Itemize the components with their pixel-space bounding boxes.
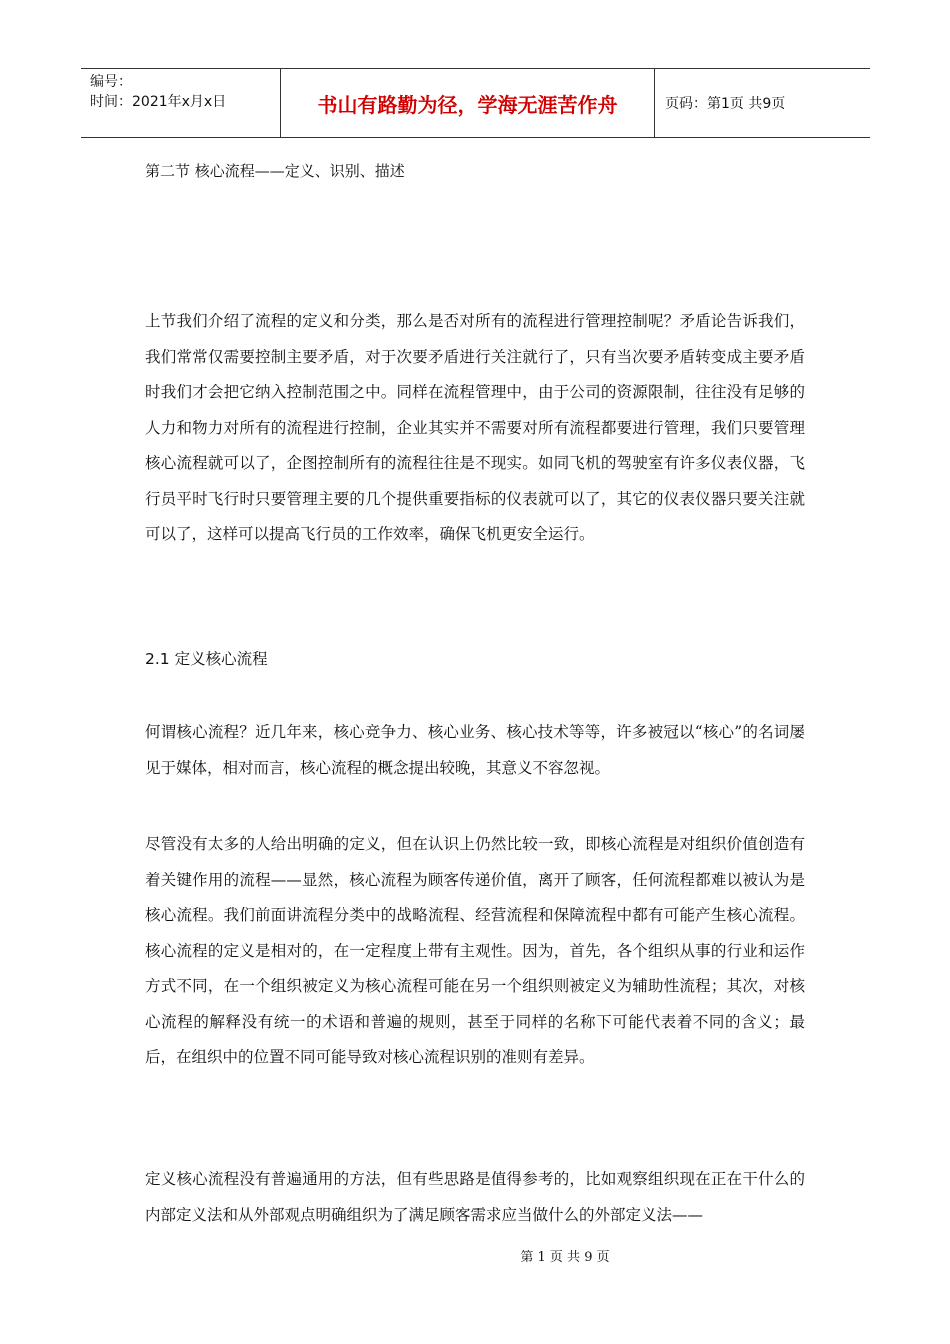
subheading-text: 定义核心流程	[169, 650, 268, 668]
header-page-info: 页码：第1页 共9页	[665, 96, 786, 112]
header-motto: 书山有路勤为径，学海无涯苦作舟	[281, 69, 655, 137]
paragraph: 何谓核心流程？近几年来，核心竞争力、核心业务、核心技术等等，许多被冠以“核心”的名词屡见于媒体，相对而言，核心流程的概念提出较晚，其意义不容忽视。	[145, 723, 805, 777]
section-title: 第二节 核心流程——定义、识别、描述	[145, 162, 405, 180]
paragraph: 上节我们介绍了流程的定义和分类，那么是否对所有的流程进行管理控制呢？矛盾论告诉我们，我们常常仅需要控制主要矛盾，对于次要矛盾进行关注就行了，只有当次要矛盾转变成主要矛盾时我们才会把它纳入控制范围之中。同样在流程管理中，由于公司的资源限制，往往没有足够的人力和物力对所有的流程进行控制，企业其实并不需要对所有流程都要进行管理，我们只要管理核心流程就可以了，企图控制所有的流程往往是不现实。如同飞机的驾驶室有许多仪表仪器，飞行员平时飞行时只要管理主要的几个提供重要指标的仪表就可以了，其它的仪表仪器只要关注就可以了，这样可以提高飞行员的工作效率，确保飞机更安全运行。	[145, 312, 805, 543]
paragraph: 尽管没有太多的人给出明确的定义，但在认识上仍然比较一致，即核心流程是对组织价值创造有着关键作用的流程——显然，核心流程为顾客传递价值，离开了顾客，任何流程都难以被认为是核心流程。我们前面讲流程分类中的战略流程、经营流程和保障流程中都有可能产生核心流程。核心流程的定义是相对的，在一定程度上带有主观性。因为，首先，各个组织从事的行业和运作方式不同，在一个组织被定义为核心流程可能在另一个组织则被定义为辅助性流程；其次，对核心流程的解释没有统一的术语和普遍的规则，甚至于同样的名称下可能代表着不同的含义；最后，在组织中的位置不同可能导致对核心流程识别的准则有差异。	[145, 835, 805, 1066]
page-footer: 第 1 页 共 9 页	[520, 1250, 610, 1265]
document-header	[81, 68, 870, 138]
paragraph: 定义核心流程没有普遍通用的方法，但有些思路是值得参考的，比如观察组织现在正在干什么的内部定义法和从外部观点明确组织为了满足顾客需求应当做什么的外部定义法——	[145, 1170, 805, 1224]
number-label: 编号：	[90, 74, 132, 90]
subheading-number: 2.1	[145, 650, 170, 668]
header-meta	[81, 69, 281, 137]
subheading	[145, 647, 268, 669]
time-label: 时间：2021年x月x日	[90, 94, 227, 110]
